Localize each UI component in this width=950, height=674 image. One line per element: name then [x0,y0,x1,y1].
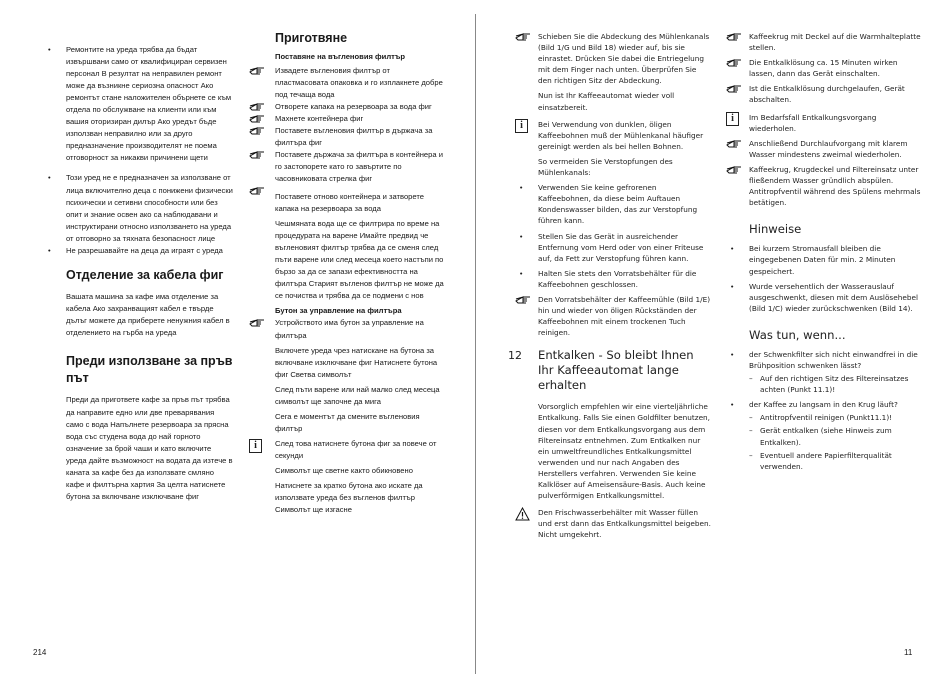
pointing-hand-icon [726,164,743,175]
info-text: Bei Verwendung von dunklen, öligen Kaffeebohnen muß der Mühlenkanal häufiger gereinigt werden als bei hellen Bohnen. [538,119,704,151]
pointing-hand-icon [249,317,266,328]
hand-step-text: Die Entkalklösung ca. 15 Minuten wirken lassen, dann das Gerät einschalten. [749,58,898,79]
button-heading: Бутон за управление на филтъра [275,306,402,316]
hand-step-text: Ist die Entkalklösung durchgelaufen, Gerät abschalten. [749,84,905,105]
safety-bullet: • Не разрешавайте на деца да играят с уреда [48,245,223,255]
pointing-hand-icon [726,31,743,42]
hand-step [249,101,444,113]
pointing-hand-icon [726,83,743,94]
hand-step-text: Kaffeekrug mit Deckel auf die Warmhalteplatte stellen. [749,32,921,53]
info-note [515,119,711,152]
pointing-hand-icon [249,65,266,76]
hint-item: • Bei kurzem Stromausfall bleiben die eingegebenen Daten für min. 2 Minuten gespeichert. [730,244,896,276]
section-heading [508,348,711,393]
info-note [726,112,922,134]
list-item: • Stellen Sie das Gerät in ausreichender Entfernung vom Herd oder von einer Friteuse auf, da Fett zur Verstopfung führen kann. [519,231,704,263]
bullet-text: Не разрешавайте на деца да играят с уреда [66,245,223,255]
list-item: • Verwenden Sie keine gefrorenen Kaffeebohnen, da diese beim Auftauen Kondenswasser bilden, das zur Verstopfung führen kann. [519,183,698,226]
avoid-text: So vermeiden Sie Verstopfungen des Mühlenkanals: [538,156,673,178]
answer-item: – Gerät entkalken (siehe Hinweis zum Entkalken). [749,426,892,447]
warning-note [515,507,711,540]
answer-text: Eventuell andere Papierfilterqualität verwenden. [760,450,892,471]
hint-text: Wurde versehentlich der Wasserauslauf ausgeschwenkt, diesen mit dem Auslösehebel (Bild 1/C) wieder zurückschwenken (Bild 14). [749,281,918,313]
filter-note: Чешмяната вода ще се филтрира по време на процедурата на варене Имайте предвид че въгленовият филтър трябва да се сменя след пъти варене или след месеца което настъпи по бързо за да се запази ефективността на филтъра Старият въгленов филтър не може да се почиства и трябва да се подмени с нов [275,219,444,301]
pointing-hand-icon [249,113,266,124]
answer-item: – Eventuell andere Papierfilterqualität verwenden. [749,450,892,471]
answer-text: Gerät entkalken (siehe Hinweis zum Entkalken). [760,426,892,447]
list-item: • Halten Sie stets den Vorratsbehälter für die Kaffeebohnen geschlossen. [519,268,697,289]
page-number: 11 [904,648,913,657]
bullet-text: Halten Sie stets den Vorratsbehälter für die Kaffeebohnen geschlossen. [538,268,697,289]
question-text: der Kaffee zu langsam in den Krug läuft? [749,400,898,410]
page-number: 214 [33,648,47,657]
bullet-text: Този уред не е предназначен за използване от лица включително деца с понижени физически психически и сетивни способности или без опит и знание освен ако са наблюдавани и инструктирани относно използването на уреда от отговорно за тяхната безопасност лице [66,173,233,243]
hint-item: • Wurde versehentlich der Wasserauslauf ausgeschwenkt, diesen mit dem Auslösehebel (Bild 1/C) wieder zurückschwenken (Bild 14). [730,281,918,313]
hand-step [249,125,444,149]
hand-step [515,31,711,86]
section-number: 12 [508,349,522,363]
question-text: der Schwenkfilter sich nicht einwandfrei in die Brühposition schwenken lässt? [749,349,918,370]
button-text-2: След пъти варене или най малко след месеца символът ще започне да мига [275,384,440,406]
hand-step-text: Устройството има бутон за управление на филтъра [275,318,424,340]
ready-text: Nun ist Ihr Kaffeeautomat wieder voll einsatzbereit. [538,91,675,112]
button-text-1: Включете уреда чрез натискане на бутона за включване изключване фиг Натиснете бутона фиг Светва символът [275,345,438,379]
final-text: Натиснете за кратко бутона ако искате да използвате уреда без въгленов филтър Символът ще изгасне [275,481,423,515]
left-column-2 [249,30,444,516]
answer-item: – Antitropfventil reinigen (Punkt11.1)! [749,413,893,423]
bullet-text: Verwenden Sie keine gefrorenen Kaffeebohnen, da diese beim Auftauen Kondenswasser bilden, das zur Verstopfung führen kann. [538,183,698,226]
info-i-icon: i [726,112,739,126]
warning-text: Den Frischwasserbehälter mit Wasser füllen und erst dann das Entkalkungsmittel beigeben. Nicht umgekehrt. [538,508,711,540]
hand-step-text: Den Vorratsbehälter der Kaffeemühle (Bild 1/E) hin und wieder von öligen Rückständen der Kaffeebohnen mit einem trockenen Tuch reinigen. [538,294,711,338]
first-use-heading: Преди използване за пръв път [66,354,233,385]
right-column-1 [508,31,711,540]
hints-heading: Hinweise [749,222,802,237]
question-item: • der Kaffee zu langsam in den Krug läuft? [730,400,898,410]
answer-item: – Auf den richtigen Sitz des Filtereinsatzes achten (Punkt 11.1)! [749,374,909,395]
hand-step-text: Отворете капака на резервоара за вода фиг [275,101,432,111]
prep-heading: Приготвяне [275,31,348,45]
hand-step [515,294,711,338]
bullet-text: Ремонтите на уреда трябва да бъдат извършвани само от квалифициран сервизен персонал В резултат на неправилен ремонт може да възникне сериозна опасност Ако ремонтът стане наложителен обърнете се към отдела по обслужване на клиенти или към вашия оторизиран дилър Ако уредът бъде използван неправилно или за друго предназначение производителят не поема отговорност за никакви причинени щети [66,45,232,163]
prep-subheading: Поставяне на въгленовия филтър [275,51,406,61]
pointing-hand-icon [249,149,266,160]
pointing-hand-icon [726,57,743,68]
hand-step-text: Schieben Sie die Abdeckung des Mühlenkanals (Bild 1/G und Bild 18) wieder auf, bis sie einrastet. Drücken Sie dabei die Entriegelung mit dem Finger nach unten. Überprüfen Sie den richtigen Sitz der Abdeckung. [538,32,710,86]
hand-step-text: Anschließend Durchlaufvorgang mit klarem Wasser mindestens zweimal wiederholen. [749,138,908,159]
info-i-icon: i [249,439,262,453]
right-column-2 [726,31,922,472]
pointing-hand-icon [515,294,532,305]
info-note [249,438,444,462]
warning-triangle-icon [515,507,530,521]
hand-step [726,57,922,79]
hand-step [726,138,922,160]
left-column-1 [48,44,233,503]
hint-text: Bei kurzem Stromausfall bleiben die eingegebenen Daten für min. 2 Minuten gespeichert. [749,244,896,276]
button-text-3: Сега е моментът да смените въгленовия филтър [275,411,420,433]
what-heading: Was tun, wenn... [749,327,846,342]
section-title: Entkalken - So bleibt Ihnen Ihr Kaffeeautomat lange erhalten [538,348,694,393]
pointing-hand-icon [249,125,266,136]
hand-step [249,149,444,185]
question-item: • der Schwenkfilter sich nicht einwandfrei in die Brühposition schwenken lässt? [730,349,918,370]
safety-bullet: • Ремонтите на уреда трябва да бъдат извършвани само от квалифициран сервизен персонал В резултат на неправилен ремонт може да възникне сериозна опасност Ако ремонтът стане наложителен обърнете се към отдела по обслужване на клиенти или към вашия оторизиран дилър Ако уредът бъде използван неправилно или за друго предназначение производителят не поема отговорност за никакви причинени щети [48,45,232,163]
hand-step-text: Извадете въгленовия филтър от пластмасовата опаковка и го изплакнете добре под течаща вода [275,65,443,99]
bullet-text: Stellen Sie das Gerät in ausreichender Entfernung vom Herd oder von einer Friteuse auf, da Fett zur Verstopfung führen kann. [538,231,704,263]
hand-step [249,191,444,215]
page-divider [475,14,476,674]
safety-bullet: • Този уред не е предназначен за използване от лица включително деца с понижени физически психически и сетивни способности или без опит и знание освен ако са наблюдавани и инструктирани относно използването на уреда от отговорно за тяхната безопасност лице [48,173,233,243]
hand-step-text: Поставете въгленовия филтър в държача за филтъра фиг [275,125,433,147]
answer-text: Auf den richtigen Sitz des Filtereinsatzes achten (Punkt 11.1)! [760,374,909,395]
answer-text: Antitropfventil reinigen (Punkt11.1)! [760,413,893,423]
hand-step [726,83,922,105]
info-text: След това натиснете бутона фиг за повече от секунди [275,438,437,460]
hand-step [249,65,444,101]
hand-step-text: Kaffeekrug, Krugdeckel und Filtereinsatz unter fließendem Wasser gründlich abspülen. Antitropfventil während des Spülens mehrmals betätigen. [749,164,921,208]
cable-heading: Отделение за кабела фиг [66,267,224,282]
first-use-text: Преди да пригответе кафе за пръв път трябва да направите едно или две преварявания само с вода Напълнете резервоара за прясна вода със студена вода до най горното означение за брой чаши и като включите уреда дайте възможност на водата да изтече в каната за кафе без да използвате смляно кафе и филтърна хартия За целта натиснете бутона за включване изключване фиг [66,395,233,501]
right-page [491,0,950,674]
pointing-hand-icon [249,101,266,112]
hand-step-text: Махнете контейнера фиг [275,113,364,123]
info-text: Im Bedarfsfall Entkalkungsvorgang wiederholen. [749,112,877,133]
pointing-hand-icon [515,31,532,42]
pointing-hand-icon [726,138,743,149]
hand-step [726,31,922,53]
hand-step [249,113,444,125]
hand-step-text: Поставете отново контейнера и затворете капака на резервоара за вода [275,192,424,214]
section-text: Vorsorglich empfehlen wir eine vierteljährliche Entkalkung. Falls Sie einen Goldfilter benutzen, diesen vor dem Entkalkungsvorgang aus dem Filtereinsatz entnehmen. Zum Entkalken nur ein umweltfreundliches Entkalkungsmittel verwenden und nur nach Angaben des Herstellers verfahren. Verwenden Sie keine Kalklöser auf Ameisensäure-Basis. Auch keine pulverförmigen Entkalkungsmittel. [538,402,710,501]
info-i-icon: i [515,119,528,133]
pointing-hand-icon [249,185,266,196]
hand-step [249,317,444,341]
cable-text: Вашата машина за кафе има отделение за кабела Ако захранващият кабел е твърде дълъг можете да приберете ненужния кабел в отделението на гърба на уреда [66,292,230,338]
hand-step-text: Поставете държача за филтъра в контейнера и го застопорете като го завъртите по часовниковата стрелка фиг [275,149,443,183]
hand-step [726,164,922,208]
after-info-text: Символът ще светне както обикновено [275,466,413,475]
